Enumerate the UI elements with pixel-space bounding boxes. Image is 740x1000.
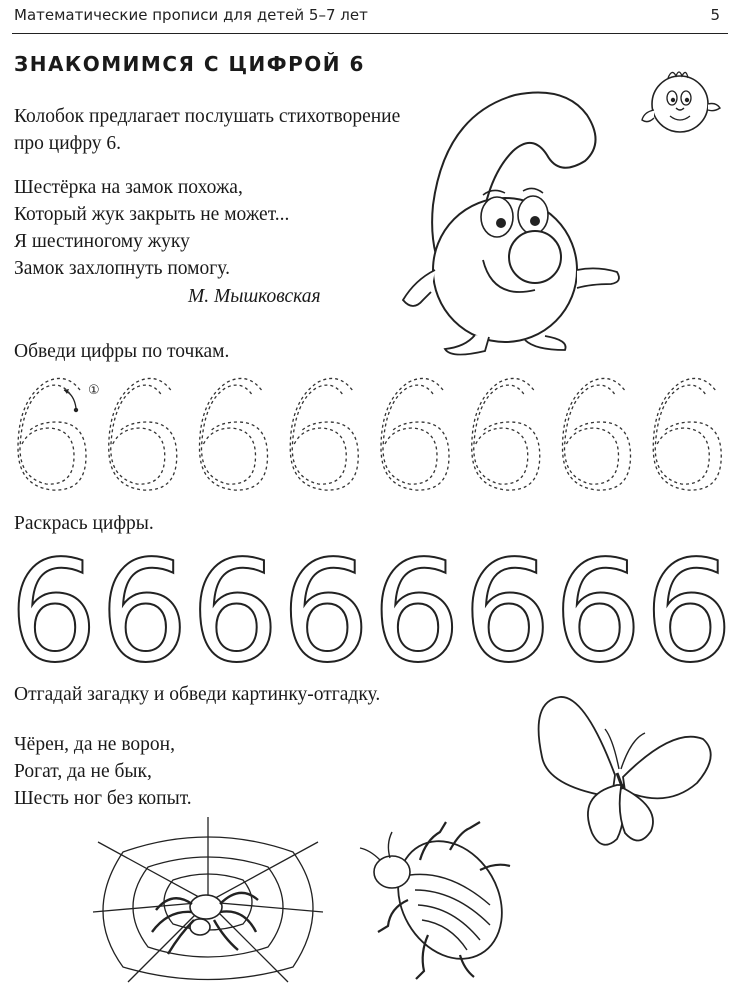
butterfly-illustration[interactable] [535,695,715,850]
poem-line: Шестёрка на замок похожа, [14,177,243,198]
header-divider [12,33,728,34]
beetle-illustration[interactable] [350,810,520,990]
riddle [14,731,192,812]
trace-digit[interactable] [18,378,86,490]
riddle-instruction: Отгадай загадку и обведи картинку-отгадку. [14,684,381,705]
trace-digit[interactable] [290,378,358,490]
section-title: ЗНАКОМИМСЯ С ЦИФРОЙ 6 [14,52,365,76]
page-number: 5 [710,6,720,24]
trace-digits [8,370,734,510]
trace-digit[interactable] [381,378,449,490]
poem-author: М. Мышковская [188,286,321,307]
poem-line: Замок захлопнуть помогу. [14,258,230,279]
color-digit[interactable]: 6 [8,531,98,694]
poem-line: Я шестиногому жуку [14,231,190,252]
color-digit[interactable]: 6 [462,531,552,694]
color-digit[interactable]: 6 [644,531,734,694]
riddle-line: Шесть ног без копыт. [14,788,192,809]
trace-digit[interactable] [653,378,721,490]
color-row [8,531,734,694]
color-digits [8,531,734,694]
color-digit[interactable]: 6 [190,531,280,694]
color-digit[interactable]: 6 [553,531,643,694]
trace-row [8,370,734,510]
color-instruction: Раскрась цифры. [14,513,154,534]
start-marker: ① [88,383,100,398]
intro-line: Колобок предлагает послушать стихотворение [14,106,401,127]
color-digit[interactable]: 6 [281,531,371,694]
intro-line: про цифру 6. [14,133,122,154]
trace-digit[interactable] [563,378,631,490]
poem-line: Который жук закрыть не может... [14,204,290,225]
six-character-illustration [395,85,645,365]
riddle-line: Рогат, да не бык, [14,761,152,782]
intro-text [14,103,400,157]
trace-digit[interactable] [200,378,268,490]
color-digit[interactable]: 6 [371,531,461,694]
color-digit[interactable]: 6 [99,531,189,694]
trace-instruction: Обведи цифры по точкам. [14,341,230,362]
book-title: Математические прописи для детей 5–7 лет [14,6,368,24]
spider-web-illustration[interactable] [88,812,328,987]
riddle-line: Чёрен, да не ворон, [14,734,175,755]
poem [14,174,289,282]
trace-digit[interactable] [472,378,540,490]
trace-digit[interactable] [109,378,177,490]
